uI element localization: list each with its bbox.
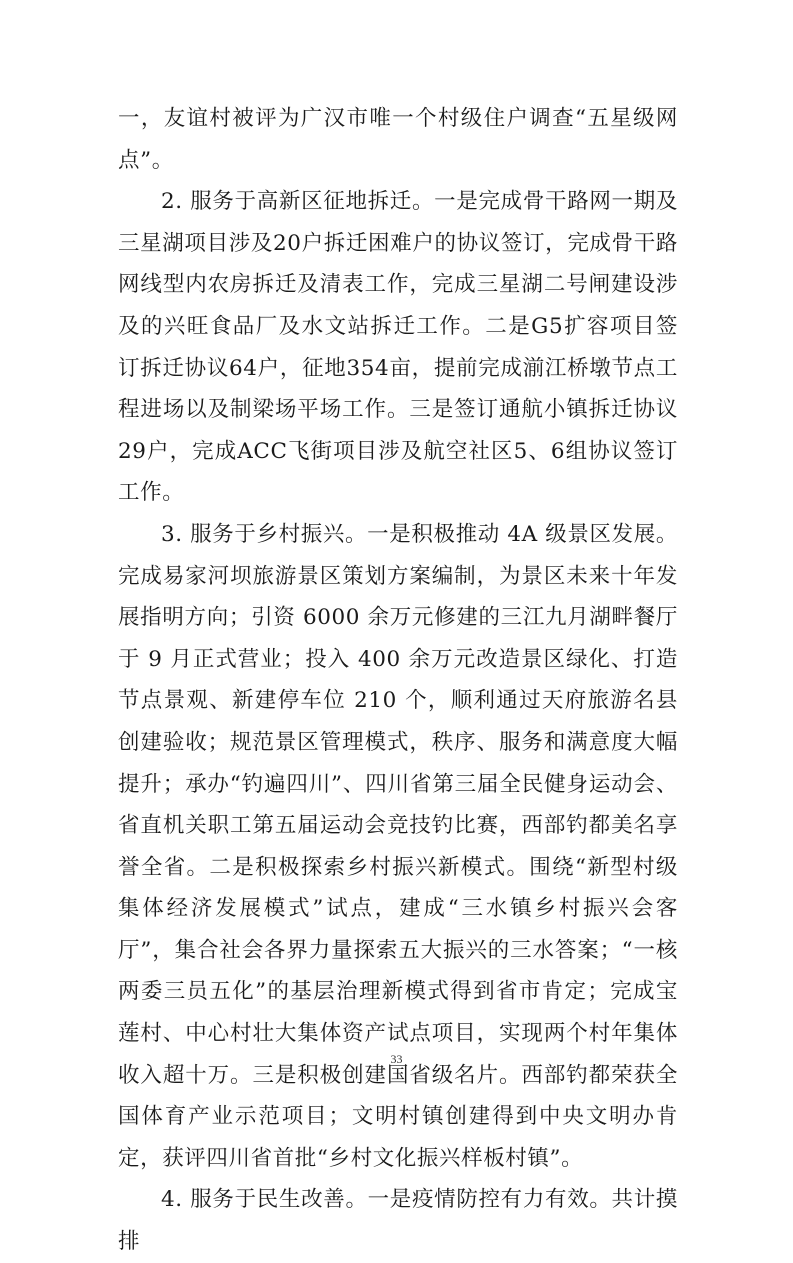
page-number: 33 — [390, 1052, 403, 1066]
body-text — [118, 98, 678, 1263]
paragraph-rural-revitalization: 3. 服务于乡村振兴。一是积极推动 4A 级景区发展。完成易家河坝旅游景区策划方案编制，为景区未来十年发展指明方向；引资 6000 余万元修建的三江九月湖畔餐厅于 9 月正式营业；投入 400 余万元改造景区绿化、打造节点景观、新建停车位 210 个，顺利通过天府旅游名县创建验收；规范景区管理模式，秩序、服务和满意度大幅提升；承办“钓遍四川”、四川省第三届全民健身运动会、省直机关职工第五届运动会竞技钓比赛，西部钓都美名享誉全省。二是积极探索乡村振兴新模式。围绕“新型村级集体经济发展模式”试点，建成“三水镇乡村振兴会客厅”，集合社会各界力量探索五大振兴的三水答案；“一核两委三员五化”的基层治理新模式得到省市肯定；完成宝莲村、中心村壮大集体资产试点项目，实现两个村年集体收入超十万。三是积极创建国省级名片。西部钓都荣获全国体育产业示范项目；文明村镇创建得到中央文明办肯定，获评四川省首批“乡村文化振兴样板村镇”。 — [118, 521, 678, 1171]
paragraph-livelihood: 4. 服务于民生改善。一是疫情防控有力有效。共计摸排 — [118, 1187, 678, 1255]
paragraph-continuation: 一，友谊村被评为广汉市唯一个村级住户调查“五星级网点”。 — [118, 106, 678, 173]
paragraph-land-acquisition: 2. 服务于高新区征地拆迁。一是完成骨干路网一期及三星湖项目涉及20户拆迁困难户的协议签订，完成骨干路网线型内农房拆迁及清表工作，完成三星湖二号闸建设涉及的兴旺食品厂及水文站拆迁工作。二是G5扩容项目签订拆迁协议64户，征地354亩，提前完成湔江桥墩节点工程进场以及制梁场平场工作。三是签订通航小镇拆迁协议29户，完成ACC飞街项目涉及航空社区5、6组协议签订工作。 — [118, 189, 678, 506]
